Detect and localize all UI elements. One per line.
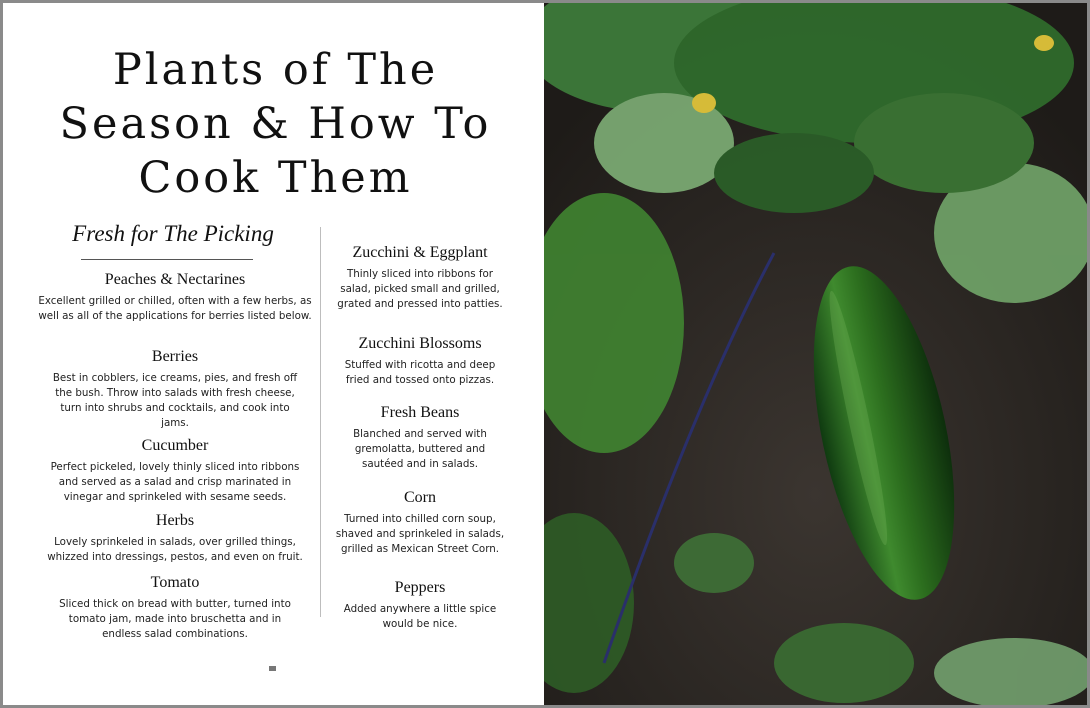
plant-entry: [330, 404, 510, 472]
title-line: Season & How To: [59, 99, 492, 149]
plant-description: Turned into chilled corn soup, shaved and sprinkeled in salads, grilled as Mexican Street Corn.: [335, 513, 505, 555]
plant-description: Blanched and served with gremolatta, buttered and sautéed and in salads.: [353, 428, 487, 470]
page-title: [3, 43, 548, 205]
plant-heading: Herbs: [155, 512, 195, 529]
plant-heading: Peppers: [394, 579, 446, 596]
photo-illustration: [544, 3, 1087, 705]
plant-description: Sliced thick on bread with butter, turned into tomato jam, made into bruschetta and in endless salad combinations.: [59, 598, 291, 640]
plant-entry: [38, 271, 312, 324]
left-page: [3, 3, 543, 705]
plant-entry: [38, 348, 312, 431]
plant-description: Lovely sprinkeled in salads, over grilled things, whizzed into dressings, pestos, and even on fruit.: [47, 536, 303, 563]
plant-heading: Peaches & Nectarines: [104, 271, 246, 288]
section-subtitle: Fresh for The Picking: [72, 221, 274, 246]
page-marker: [269, 666, 276, 671]
subtitle-rule: [81, 259, 253, 260]
magazine-spread: [3, 3, 1087, 705]
plant-heading: Berries: [151, 348, 199, 365]
plant-entry: [38, 437, 312, 505]
plant-entry: [38, 512, 312, 565]
plant-description: Best in cobblers, ice creams, pies, and fresh off the bush. Throw into salads with fresh cheese, turn into shrubs and cocktails, and cook into jams.: [52, 372, 298, 429]
plant-description: Thinly sliced into ribbons for salad, picked small and grilled, grated and pressed into patties.: [337, 268, 503, 310]
cucumber-garden-photo: [544, 3, 1087, 705]
plant-entry: [38, 574, 312, 642]
plant-entry: [330, 579, 510, 632]
plant-heading: Zucchini Blossoms: [358, 335, 482, 352]
plant-heading: Zucchini & Eggplant: [352, 244, 488, 261]
plant-heading: Cucumber: [141, 437, 209, 454]
plant-heading: Corn: [404, 489, 436, 506]
plant-description: Stuffed with ricotta and deep fried and tossed onto pizzas.: [344, 359, 496, 386]
plant-description: Perfect pickeled, lovely thinly sliced into ribbons and served as a salad and crisp marinated in vinegar and sprinkeled with sesame seeds.: [50, 461, 300, 503]
plant-entry: [330, 244, 510, 312]
plant-entry: [330, 335, 510, 388]
title-line: Plants of The: [112, 45, 439, 95]
plant-heading: Tomato: [150, 574, 200, 591]
plant-heading: Fresh Beans: [380, 404, 460, 421]
title-line: Cook Them: [138, 153, 413, 203]
plant-entry: [330, 489, 510, 557]
plant-description: Added anywhere a little spice would be nice.: [343, 603, 497, 630]
plant-description: Excellent grilled or chilled, often with a few herbs, as well as all of the applications for berries listed below.: [38, 295, 312, 322]
column-divider: [320, 227, 321, 617]
